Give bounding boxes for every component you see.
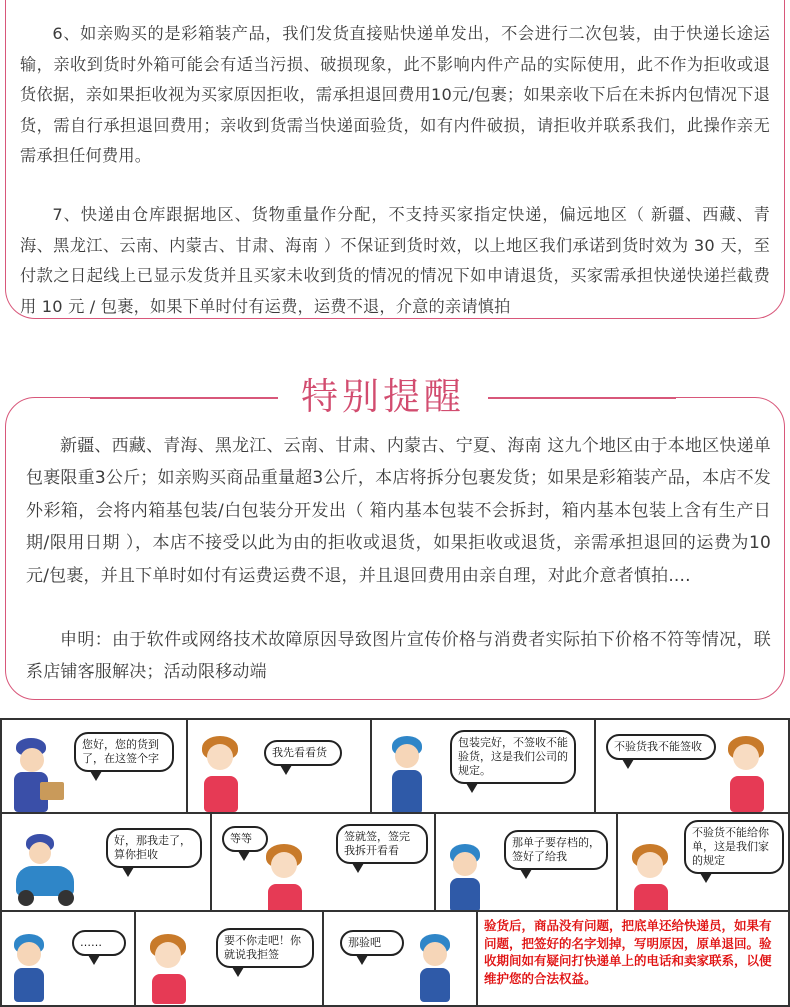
comic-strip xyxy=(0,718,790,1007)
bubble-3: 包装完好，不签收不能验货，这是我们公司的规定。 xyxy=(450,730,576,784)
comic-panel-2 xyxy=(186,718,372,814)
comic-panel-10 xyxy=(134,910,324,1007)
bubble-2: 我先看看货 xyxy=(264,740,342,766)
comic-panel-6 xyxy=(210,812,436,912)
bubble-11: 要不你走吧！你就说我拒签 xyxy=(216,928,314,968)
comic-panel-9 xyxy=(0,910,136,1007)
bubble-10: …… xyxy=(72,930,126,956)
inspection-note-text: 验货后，商品没有问题，把底单还给快递员，如果有问题，把签好的名字划掉，写明原因，原单退回。验收期间如有疑问打快递单上的电话和卖家联系，以便维护您的合法权益。 xyxy=(484,918,772,986)
declaration-text: 申明：由于软件或网络技术故障原因导致图片宣传价格与消费者实际拍下价格不符等情况，联系店铺客服解决；活动限移动端 xyxy=(26,630,771,683)
bubble-8: 那单子要存档的，签好了给我 xyxy=(504,830,608,870)
title-rule-right xyxy=(488,398,676,399)
comic-panel-4 xyxy=(594,718,790,814)
bubble-6: 等等 xyxy=(222,826,268,852)
bubble-1: 您好，您的货到了，在这签个字 xyxy=(74,732,174,772)
comic-panel-3 xyxy=(370,718,596,814)
bubble-12: 那验吧 xyxy=(340,930,404,956)
special-reminder-text: 新疆、西藏、青海、黑龙江、云南、甘肃、内蒙古、宁夏、海南 这九个地区由于本地区快递单包裹限重3公斤；如亲购买商品重量超3公斤，本店将拆分包裹发货；如果是彩箱装产品，本店不发外彩箱，会将内箱基包装/白包装分开发出（ 箱内基本包装不会拆封，箱内基本包装上含有生产日期/限用日期 ），本店不接受以此为由的拒收或退货，如果拒收或退货，亲需承担退回的运费为10元/包裹，并且下单时如付有运费运费不退，并且退回费用由亲自理，对此介意者慎拍.... xyxy=(26,436,771,586)
comic-panel-7 xyxy=(434,812,618,912)
bubble-7: 签就签，签完我拆开看看 xyxy=(336,824,428,864)
rule-6-text: 6、如亲购买的是彩箱装产品，我们发货直接贴快递单发出，不会进行二次包装，由于快递长途运输，亲收到货时外箱可能会有适当污损、破损现象，此不影响内件产品的实际使用，此不作为拒收或退货依据，亲如果拒收视为买家原因拒收，需承担退回费用10元/包裹；如果亲收下后在未拆内包情况下退货，需自行承担退回费用；亲收到货需当快递面验货，如有内件破损，请拒收并联系我们，此操作亲无需承担任何费用。 xyxy=(20,24,770,166)
bubble-5: 好，那我走了，算你拒收 xyxy=(106,828,202,868)
comic-panel-5 xyxy=(0,812,212,912)
bubble-9: 不验货不能给你单，这是我们家的规定 xyxy=(684,820,784,874)
inspection-note xyxy=(476,910,790,1007)
comic-panel-8 xyxy=(616,812,790,912)
bubble-4: 不验货我不能签收 xyxy=(606,734,716,760)
special-title-row xyxy=(0,371,790,423)
rule-7-text: 7、快递由仓库跟据地区、货物重量作分配，不支持买家指定快递，偏远地区（ 新疆、西藏、青海、黑龙江、云南、内蒙古、甘肃、海南 ）不保证到货时效，以上地区我们承诺到货时效为 30 天，至付款之日起线上已显示发货并且买家未收到货的情况的情况下如申请退货，买家需承担快递快递拦截费用 10 元 / 包裹，如果下单时付有运费，运费不退，介意的亲请慎拍 xyxy=(20,205,770,316)
title-rule-left xyxy=(90,398,278,399)
comic-panel-11 xyxy=(322,910,478,1007)
comic-panel-1 xyxy=(0,718,188,814)
special-title: 特别提醒 xyxy=(278,371,488,423)
